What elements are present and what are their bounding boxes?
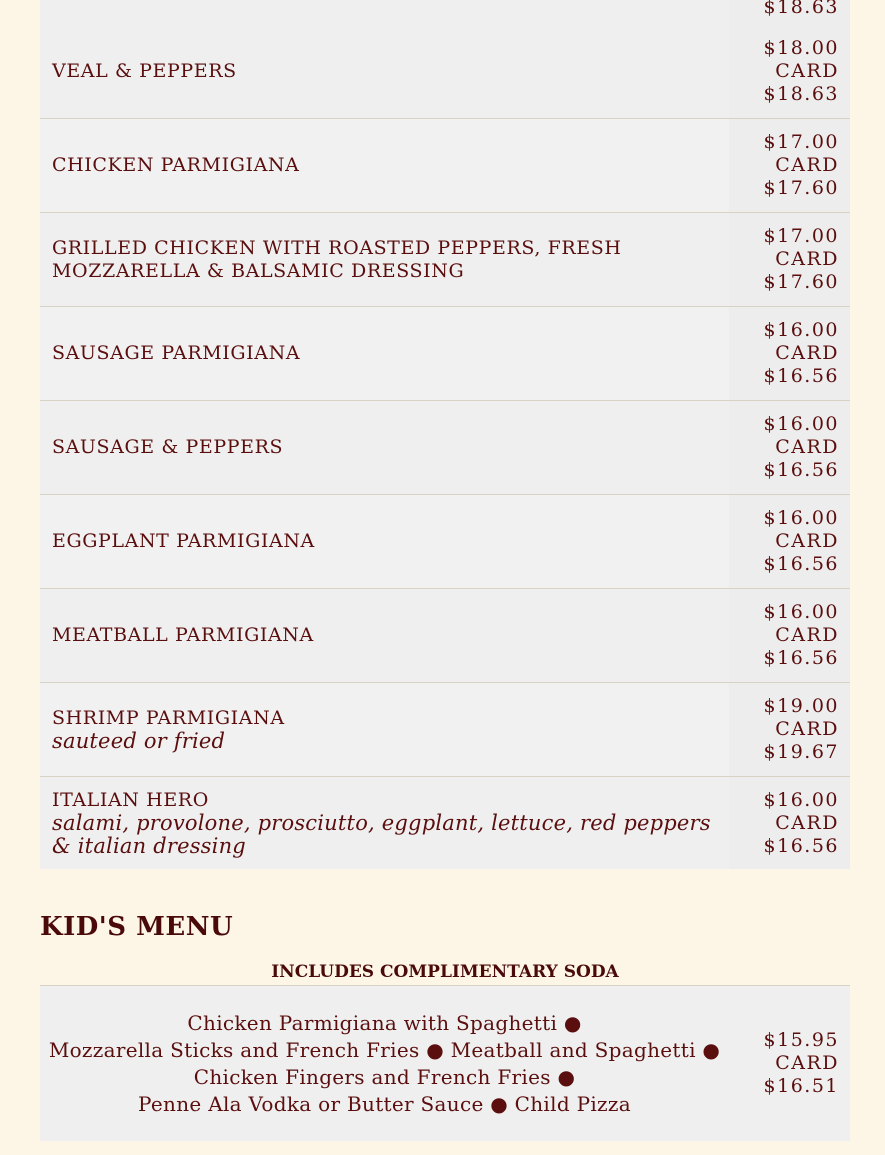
price-cell	[729, 0, 850, 25]
item-name-cell	[40, 683, 729, 776]
price-cell	[729, 683, 850, 776]
price: $16.00	[763, 413, 839, 435]
menu-table	[40, 0, 850, 869]
item-name-cell	[40, 119, 729, 212]
kids-items	[40, 986, 729, 1141]
item-name: EGGPLANT PARMIGIANA	[52, 530, 315, 552]
kids-line: Penne Ala Vodka or Butter Sauce ● Child Pizza	[138, 1091, 631, 1116]
card-label: CARD	[775, 624, 839, 646]
price: $17.00	[763, 131, 839, 153]
item-description: sauteed or fried	[52, 728, 226, 753]
card-price: $16.56	[763, 459, 839, 481]
card-price: $17.60	[763, 177, 839, 199]
item-name-cell	[40, 589, 729, 682]
item-name-cell	[40, 213, 729, 306]
price: $17.00	[763, 225, 839, 247]
price: $16.00	[763, 601, 839, 623]
kids-line: Chicken Parmigiana with Spaghetti ●	[187, 1010, 582, 1035]
table-row	[40, 494, 850, 588]
price-cell	[729, 25, 850, 118]
item-name: SHRIMP PARMIGIANA	[52, 706, 285, 729]
table-row	[40, 776, 850, 869]
table-row	[40, 25, 850, 118]
card-price: $18.63	[763, 0, 839, 18]
price-cell	[729, 495, 850, 588]
card-price: $16.56	[763, 834, 839, 857]
item-name-cell	[40, 777, 729, 869]
item-name: ITALIAN HERO	[52, 788, 209, 811]
card-price: $17.60	[763, 271, 839, 293]
price-cell	[729, 401, 850, 494]
price: $18.00	[763, 37, 839, 59]
table-row	[40, 588, 850, 682]
kids-menu-title: KID'S MENU	[40, 912, 234, 942]
item-name: GRILLED CHICKEN WITH ROASTED PEPPERS, FRESH MOZZARELLA & BALSAMIC DRESSING	[52, 236, 622, 282]
table-row	[40, 212, 850, 306]
card-label: CARD	[775, 811, 839, 834]
table-row	[40, 306, 850, 400]
card-label: CARD	[775, 60, 839, 82]
item-description: salami, provolone, prosciutto, eggplant, lettuce, red peppers & italian dressing	[52, 810, 711, 858]
kids-price-cell	[729, 986, 850, 1141]
price: $15.95	[763, 1029, 839, 1051]
card-label: CARD	[775, 154, 839, 176]
item-name-cell	[40, 0, 729, 25]
card-label: CARD	[775, 1052, 839, 1074]
table-row	[40, 118, 850, 212]
item-name: CHICKEN PARMIGIANA	[52, 154, 300, 176]
price: $16.00	[763, 788, 839, 811]
table-row	[40, 682, 850, 776]
kids-menu-subtitle: INCLUDES COMPLIMENTARY SODA	[271, 962, 619, 982]
price-cell	[729, 589, 850, 682]
item-name: SAUSAGE & PEPPERS	[52, 436, 284, 458]
card-price: $16.56	[763, 553, 839, 575]
item-name-cell	[40, 25, 729, 118]
item-name-cell	[40, 401, 729, 494]
item-name-cell	[40, 495, 729, 588]
kids-line: Chicken Fingers and French Fries ●	[193, 1064, 576, 1089]
card-label: CARD	[775, 436, 839, 458]
price-cell	[729, 307, 850, 400]
table-row	[40, 400, 850, 494]
price-cell	[729, 119, 850, 212]
kids-menu-box	[40, 985, 850, 1141]
card-label: CARD	[775, 342, 839, 364]
card-price: $16.51	[763, 1075, 839, 1097]
card-price: $16.56	[763, 365, 839, 387]
price-cell	[729, 213, 850, 306]
item-name: SAUSAGE PARMIGIANA	[52, 342, 301, 364]
card-label: CARD	[775, 248, 839, 270]
price-cell	[729, 777, 850, 869]
price: $19.00	[763, 695, 839, 717]
card-price: $19.67	[763, 741, 839, 763]
item-name-cell	[40, 307, 729, 400]
price: $16.00	[763, 507, 839, 529]
table-row	[40, 0, 850, 25]
card-label: CARD	[775, 718, 839, 740]
card-label: CARD	[775, 530, 839, 552]
price: $16.00	[763, 319, 839, 341]
item-name: VEAL & PEPPERS	[52, 60, 237, 82]
card-price: $16.56	[763, 647, 839, 669]
kids-line: Mozzarella Sticks and French Fries ● Meatball and Spaghetti ●	[48, 1037, 721, 1062]
card-price: $18.63	[763, 83, 839, 105]
item-name: MEATBALL PARMIGIANA	[52, 624, 314, 646]
